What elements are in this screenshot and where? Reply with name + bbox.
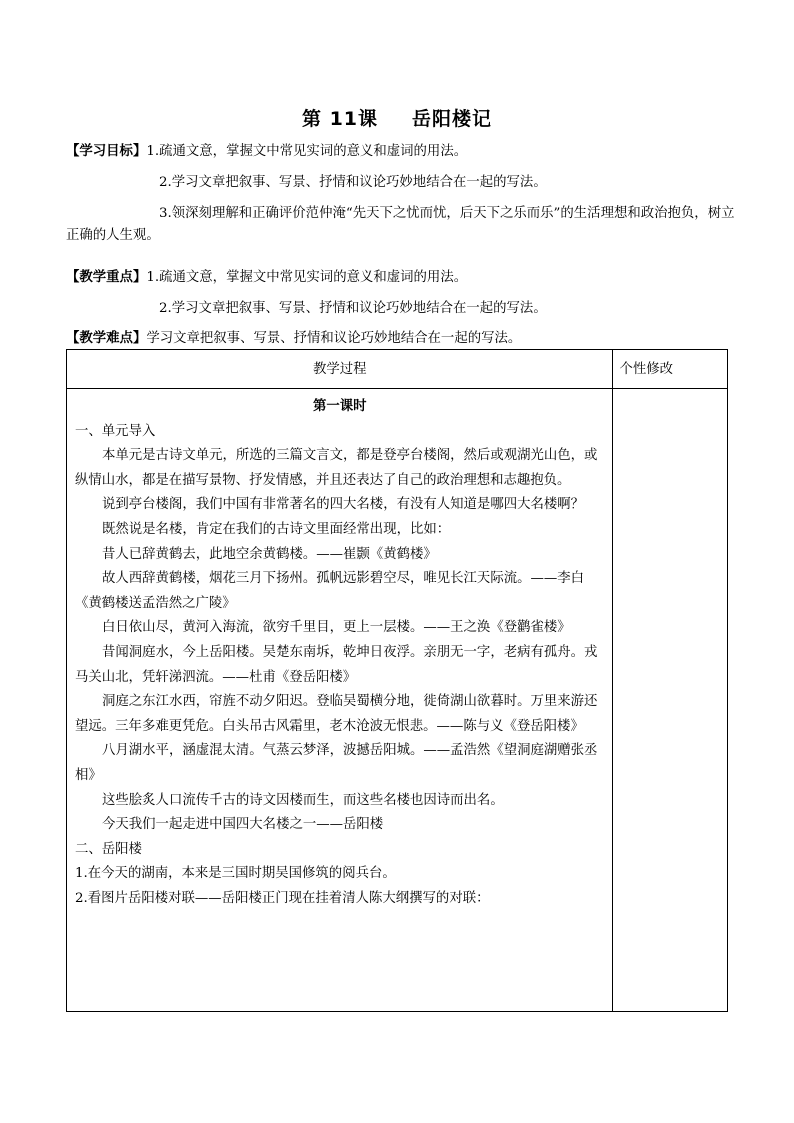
poem-line: 白日依山尽，黄河入海流，欲穷千里目，更上一层楼。——王之涣《登鹳雀楼》 [102, 620, 571, 636]
difficulty [66, 328, 746, 350]
list-item: 1.在今天的湖南，本来是三国时期吴国修筑的阅兵台。 [75, 866, 396, 882]
key-point-item: 2.学习文章把叙事、写景、抒情和议论巧妙地结合在一起的写法。 [159, 301, 547, 316]
paragraph: 既然说是名楼，肯定在我们的古诗文里面经常出现，比如： [102, 521, 451, 537]
poem-line: 昔闻洞庭水，今上岳阳楼。吴楚东南坼，乾坤日夜浮。亲朋无一字，老病有孤舟。戎马关山北，凭轩涕泗流。——杜甫《登岳阳楼》 [75, 644, 598, 685]
key-point-item: 1.疏通文意，掌握文中常见实词的意义和虚词的用法。 [146, 270, 468, 285]
lesson-name: 岳阳楼记 [412, 108, 493, 130]
difficulty-label: 【教学难点】 [66, 331, 147, 346]
teaching-content-cell [67, 389, 613, 1012]
period-heading: 第一课时 [312, 399, 367, 414]
paragraph: 说到亭台楼阁，我们中国有非常著名的四大名楼，有没有人知道是哪四大名楼啊？ [102, 497, 585, 513]
objective-item: 3.领深刻理解和正确评价范仲淹“先天下之忧而忧，后天下之乐而乐”的生活理想和政治抱负，树立正确的人生观。 [66, 206, 735, 243]
header-personal-revision: 个性修改 [613, 350, 728, 389]
page-title [0, 104, 794, 131]
section-heading: 一、单元导入 [75, 423, 156, 439]
paragraph: 本单元是古诗文单元，所选的三篇文言文，都是登亭台楼阁，然后或观湖光山色，或纵情山水，都是在描写景物、抒发情感，并且还表达了自己的政治理想和志趣抱负。 [75, 448, 598, 488]
section-heading: 二、岳阳楼 [75, 841, 142, 857]
teaching-table [66, 349, 728, 1012]
list-item: 2.看图片岳阳楼对联——岳阳楼正门现在挂着清人陈大纲撰写的对联： [75, 890, 490, 906]
objective-item: 1.疏通文意，掌握文中常见实词的意义和虚词的用法。 [146, 144, 468, 159]
key-points [66, 267, 746, 320]
lesson-number: 第 11课 [301, 108, 379, 130]
poem-line: 八月湖水平，涵虚混太清。气蒸云梦泽，波撼岳阳城。——孟浩然《望洞庭湖赠张丞相》 [75, 743, 598, 783]
learning-objectives [66, 141, 746, 247]
poem-line: 昔人已辞黄鹤去，此地空余黄鹤楼。——崔颢《黄鹤楼》 [102, 546, 437, 562]
key-points-label: 【教学重点】 [66, 270, 147, 285]
poem-line: 洞庭之东江水西，帘旌不动夕阳迟。登临吴蜀横分地，徙倚湖山欲暮时。万里来游还望远。三年多难更凭危。白头吊古风霜里，老木沧波无恨悲。——陈与义《登岳阳楼》 [75, 694, 598, 734]
header-teaching-process: 教学过程 [67, 350, 613, 389]
objectives-label: 【学习目标】 [66, 144, 147, 159]
paragraph: 今天我们一起走进中国四大名楼之一——岳阳楼 [102, 817, 384, 833]
paragraph: 这些脍炙人口流传千古的诗文因楼而生，而这些名楼也因诗而出名。 [102, 792, 504, 808]
objective-item: 2.学习文章把叙事、写景、抒情和议论巧妙地结合在一起的写法。 [159, 175, 547, 190]
difficulty-text: 学习文章把叙事、写景、抒情和议论巧妙地结合在一起的写法。 [146, 331, 522, 346]
poem-line: 故人西辞黄鹤楼，烟花三月下扬州。孤帆远影碧空尽，唯见长江天际流。——李白《黄鹤楼送孟浩然之广陵》 [75, 571, 585, 611]
revision-cell [613, 389, 728, 1012]
